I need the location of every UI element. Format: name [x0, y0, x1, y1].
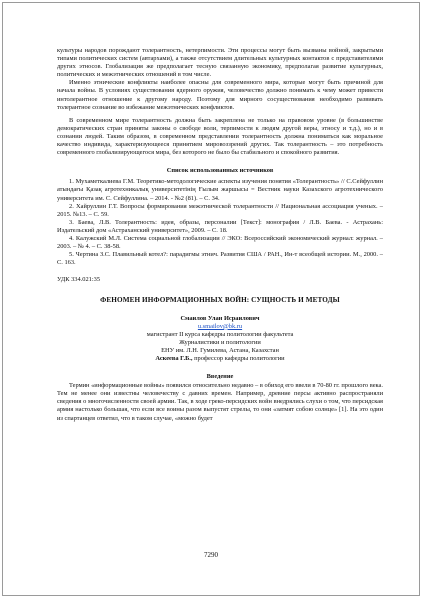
reference-item-4: 4. Калужский М.Л. Система социальной глобализации // ЭКО: Всероссийский экономический журнал: журнал. – 2003. – № 4. – С. 38-58.: [57, 234, 383, 251]
body-paragraph-2: Именно этнические конфликты наиболее опасны для современного мира, которые могут быть причиной для начала войны. В условиях существования ядерного оружия, человечество должно понимать к чему может привести интолерантное отношение к другому народу. Поэтому для мирного сосуществования необходимо развивать толерантное сознание во избежание межэтнических конфликтов.: [57, 79, 383, 111]
intro-heading: Введение: [206, 373, 234, 381]
author-university: ЕНУ им. Л.Н. Гумилева, Астана, Казахстан: [161, 346, 279, 354]
author-position: магистрант II курса кафедры политологии факультета: [146, 330, 294, 338]
page-content: [57, 47, 383, 423]
reference-item-1: 1. Мухаметкалиева Г.М. Теоретико-методологические аспекты изучения понятия «Толерантность» // С.Сейфуллин атындағы Қазақ агротехникалық университетінің Ғылым жаршысы = Вестник науки Казахского агротехнического университета им. С. Сейфуллина. – 2014. - №2 (81). – С. 34.: [57, 178, 383, 202]
intro-paragraph: Термин «информационные войны» появился относительно недавно – в обиход его ввели в 70-80 гг. прошлого века. Тем не менее они известны человечеству с давних времен. Например, древние персы активно распространяли сведения о многочисленности своей армии. Так, в ходе греко-персидских войн внедрялись слухи о том, что персидская армия настолько большая, что если все воины разом выпустят стрелы, то они «затмят собою солнце» [1]. На это один из спартанцев ответил, что в таком случае, «можно будет: [57, 382, 383, 422]
reference-item-2: 2. Хайруллин Г.Т. Вопросы формирования межэтнической толерантности // Национальная ассоциация ученых. – 2015. №13. – С. 59.: [57, 202, 383, 218]
body-paragraph-1: культуры народов порождают толерантность, нетерпимости. Эти процессы могут быть вызваны войной, закрытыми типами политических систем (автархами), а также отсутствием длительных культурных контактов с представителями других этносов. Глобализация же предполагает тесную связанную экономику, предполагая развитие культурных, политических и межэтнических отношений в том числе.: [57, 47, 383, 79]
body-paragraph-3: В современном мире толерантность должна быть закреплена не только на правовом уровне (в большинстве демократических стран приняты законы о свободе воли, терпимости к людям другой веры, этносу и т.д.), но и в сознании людей. Таким образом, в современном представлении толерантность должна пониматься как моральное качество индивида, характеризующееся принятием мировоззрений других. Так толерантность – это потребность современного глобализирующегося мира, без которого не было бы стабильного и спокойного развития.: [57, 116, 383, 157]
references-title: Список использованных источников: [166, 167, 274, 175]
article-title: ФЕНОМЕН ИНФОРМАЦИОННЫХ ВОЙН: СУЩНОСТЬ И МЕТОДЫ: [100, 296, 340, 305]
author-faculty: Журналистики и политологии: [179, 338, 261, 346]
reference-item-3: 3. Баева, Л.В. Толерантность: идея, образы, персоналии [Текст]: монография / Л.В. Баева. - Астрахань: Издательский дом «Астраханский университет», 2009. – С. 18.: [57, 218, 383, 234]
advisor-name: Аскеева Г.Б.,: [155, 355, 193, 362]
page-number: 7290: [204, 551, 218, 559]
advisor-line: [57, 355, 383, 363]
udk-code: УДК 334.021:35: [57, 276, 101, 284]
advisor-role: профессор кафедры политологии: [192, 355, 285, 362]
author-email-link[interactable]: u.smailov@bk.ru: [197, 322, 243, 330]
author-name: Смаилов Улан Исраилович: [180, 314, 260, 322]
document-page: [2, 2, 420, 596]
reference-item-5: 5. Чертина З.С. Плавильный котел?: парадигмы этнич. Развития США / РАН., Ин-т всеобщей истории. М., 2000. – С. 163.: [57, 251, 383, 267]
